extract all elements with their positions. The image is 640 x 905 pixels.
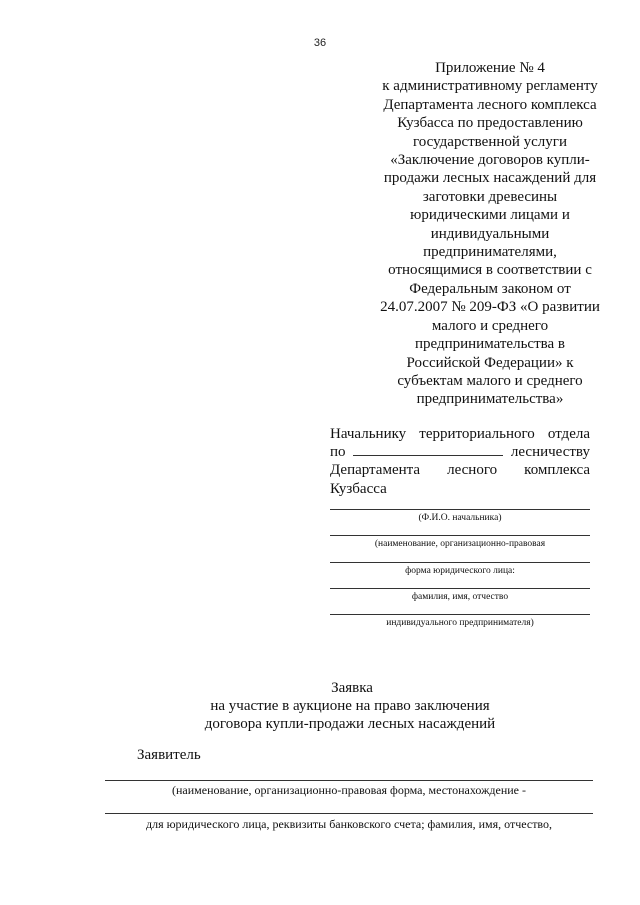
applicant-caption-1: (наименование, организационно-правовая форма, местонахождение -	[172, 783, 526, 797]
addressee-suffix: лесничеству	[510, 444, 590, 461]
application-subtitle-2: договора купли-продажи лесных насаждений	[204, 716, 496, 732]
entrepreneur-field	[330, 614, 590, 629]
applicant-line-2[interactable]	[105, 813, 593, 814]
appendix-line: 24.07.2007 № 209-ФЗ «О развитии	[380, 299, 600, 316]
head-name-caption: (Ф.И.О. начальника)	[418, 513, 502, 523]
appendix-line: к административному регламенту	[382, 78, 598, 95]
addressee-line-3: Департамента лесного комплекса	[330, 462, 590, 479]
appendix-line: Федеральным законом от	[409, 280, 571, 297]
addressee-block	[330, 425, 590, 498]
appendix-line: Российской Федерации» к	[406, 354, 574, 371]
addressee-line-2	[330, 443, 590, 461]
head-name-field	[330, 509, 590, 524]
addressee-prefix: по	[330, 444, 346, 461]
appendix-line: предпринимательства в	[414, 336, 565, 353]
forestry-name-blank[interactable]	[353, 443, 503, 456]
applicant-caption-2: для юридического лица, реквизиты банковского счета; фамилия, имя, отчество,	[145, 817, 553, 831]
addressee-line-1: Начальнику территориального отдела	[330, 426, 590, 442]
appendix-line: Приложение № 4	[435, 60, 545, 76]
appendix-line: «Заключение договоров купли-	[390, 152, 590, 169]
legal-form-caption: форма юридического лица:	[405, 566, 515, 576]
full-name-line[interactable]	[330, 588, 590, 589]
appendix-line: заготовки древесины	[422, 188, 558, 205]
appendix-line: Кузбасса по предоставлению	[397, 115, 583, 132]
legal-form-field	[330, 562, 590, 577]
applicant-label: Заявитель	[137, 747, 201, 763]
applicant-org-caption: (наименование, организационно-правовая	[374, 539, 546, 549]
appendix-line: субъектам малого и среднего	[397, 372, 583, 389]
appendix-line: предпринимательства»	[416, 391, 564, 408]
applicant-org-line[interactable]	[330, 535, 590, 536]
head-name-line[interactable]	[330, 509, 590, 510]
appendix-line: продажи лесных насаждений для	[383, 170, 597, 187]
appendix-line: Департамента лесного комплекса	[383, 96, 597, 113]
appendix-line: юридическими лицами и	[410, 207, 570, 224]
legal-form-line[interactable]	[330, 562, 590, 563]
full-name-caption: фамилия, имя, отчество	[411, 592, 509, 602]
full-name-field	[330, 588, 590, 603]
appendix-line: государственной услуги	[413, 133, 567, 150]
page-number: 36	[313, 37, 327, 49]
appendix-line: малого и среднего	[431, 317, 549, 334]
appendix-line: относящимися в соответствии с	[388, 262, 592, 279]
addressee-line-4: Кузбасса	[330, 480, 387, 497]
appendix-line: индивидуальными	[430, 225, 550, 242]
applicant-line-1[interactable]	[105, 780, 593, 781]
appendix-line: предпринимателями,	[423, 244, 557, 261]
appendix-header	[360, 59, 620, 409]
application-subtitle-1: на участие в аукционе на право заключения	[210, 698, 490, 714]
application-title-block	[0, 679, 640, 733]
entrepreneur-line[interactable]	[330, 614, 590, 615]
applicant-org-field	[330, 535, 590, 550]
entrepreneur-caption: индивидуального предпринимателя)	[386, 618, 534, 628]
application-title: Заявка	[331, 680, 373, 696]
